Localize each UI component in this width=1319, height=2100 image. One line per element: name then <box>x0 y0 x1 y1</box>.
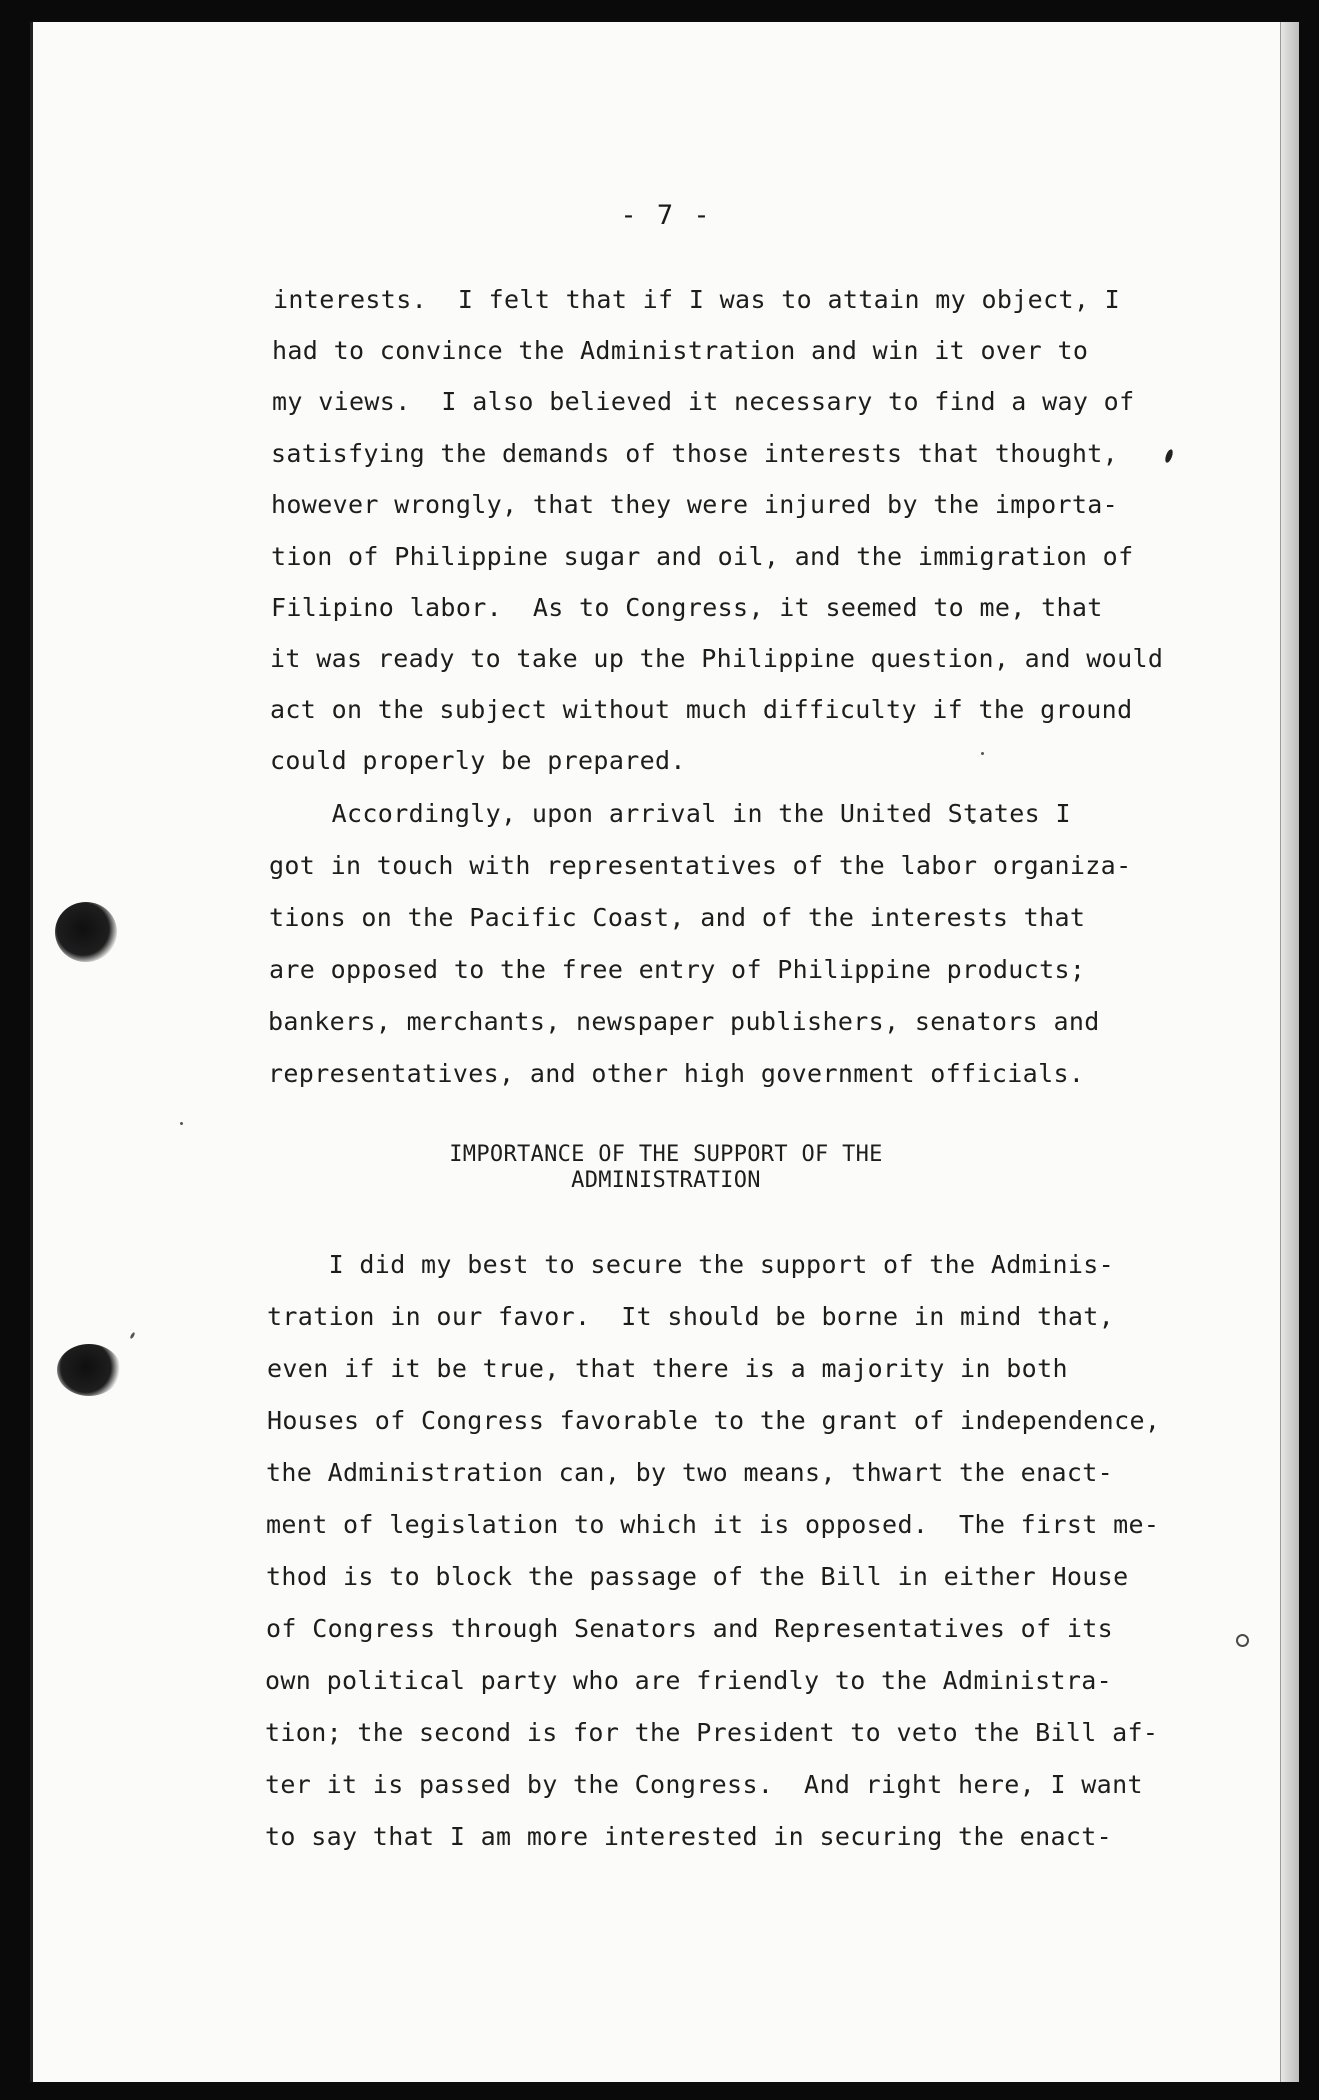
text-line: it was ready to take up the Philippine question, and would <box>270 644 1164 673</box>
text-line: are opposed to the free entry of Philippine products; <box>269 955 1086 984</box>
text-line: thod is to block the passage of the Bill in either House <box>266 1562 1129 1591</box>
text-line: Accordingly, upon arrival in the United States I <box>270 799 1071 828</box>
text-line: my views. I also believed it necessary to find a way of <box>272 387 1135 416</box>
text-line: got in touch with representatives of the labor organiza- <box>269 851 1132 880</box>
text-line: tion of Philippine sugar and oil, and the immigration of <box>271 542 1134 571</box>
text-line: of Congress through Senators and Representatives of its <box>266 1614 1114 1643</box>
text-line: representatives, and other high government officials. <box>268 1059 1085 1088</box>
text-line: could properly be prepared. <box>270 746 686 775</box>
ink-blot-lower <box>57 1344 121 1396</box>
text-line: act on the subject without much difficulty if the ground <box>270 695 1133 724</box>
text-line: to say that I am more interested in securing the enact- <box>265 1822 1113 1851</box>
section-heading <box>33 1142 1299 1194</box>
page-number: - 7 - <box>620 200 712 231</box>
text-line: I did my best to secure the support of the Adminis- <box>267 1250 1115 1279</box>
speck <box>1164 448 1174 463</box>
text-line: tion; the second is for the President to veto the Bill af- <box>265 1718 1159 1747</box>
speck <box>981 752 984 755</box>
text-line: bankers, merchants, newspaper publishers, senators and <box>268 1007 1100 1036</box>
section-heading-line-2: ADMINISTRATION <box>571 1168 761 1193</box>
text-line: ter it is passed by the Congress. And right here, I want <box>265 1770 1143 1799</box>
text-line: Filipino labor. As to Congress, it seemed to me, that <box>271 593 1103 622</box>
text-line: satisfying the demands of those interests that thought, <box>271 439 1119 468</box>
text-line: tions on the Pacific Coast, and of the interests that <box>269 903 1086 932</box>
text-line: tration in our favor. It should be borne in mind that, <box>267 1302 1115 1331</box>
text-line: interests. I felt that if I was to attain my object, I <box>273 285 1121 314</box>
text-line: the Administration can, by two means, thwart the enact- <box>266 1458 1114 1487</box>
margin-mark <box>1236 1634 1249 1647</box>
text-line: even if it be true, that there is a majority in both <box>267 1354 1068 1383</box>
text-line: had to convince the Administration and win it over to <box>272 336 1089 365</box>
text-line: ment of legislation to which it is opposed. The first me- <box>266 1510 1160 1539</box>
ink-blot-upper <box>55 902 117 962</box>
text-line: however wrongly, that they were injured by the importa- <box>271 490 1119 519</box>
page-edge <box>1280 22 1299 2082</box>
section-heading-line-1: IMPORTANCE OF THE SUPPORT OF THE <box>449 1142 883 1167</box>
text-line: Houses of Congress favorable to the grant of independence, <box>267 1406 1161 1435</box>
typewritten-page <box>30 22 1299 2082</box>
speck <box>180 1122 183 1125</box>
text-line: own political party who are friendly to the Administra- <box>265 1666 1113 1695</box>
speck <box>129 1332 135 1340</box>
